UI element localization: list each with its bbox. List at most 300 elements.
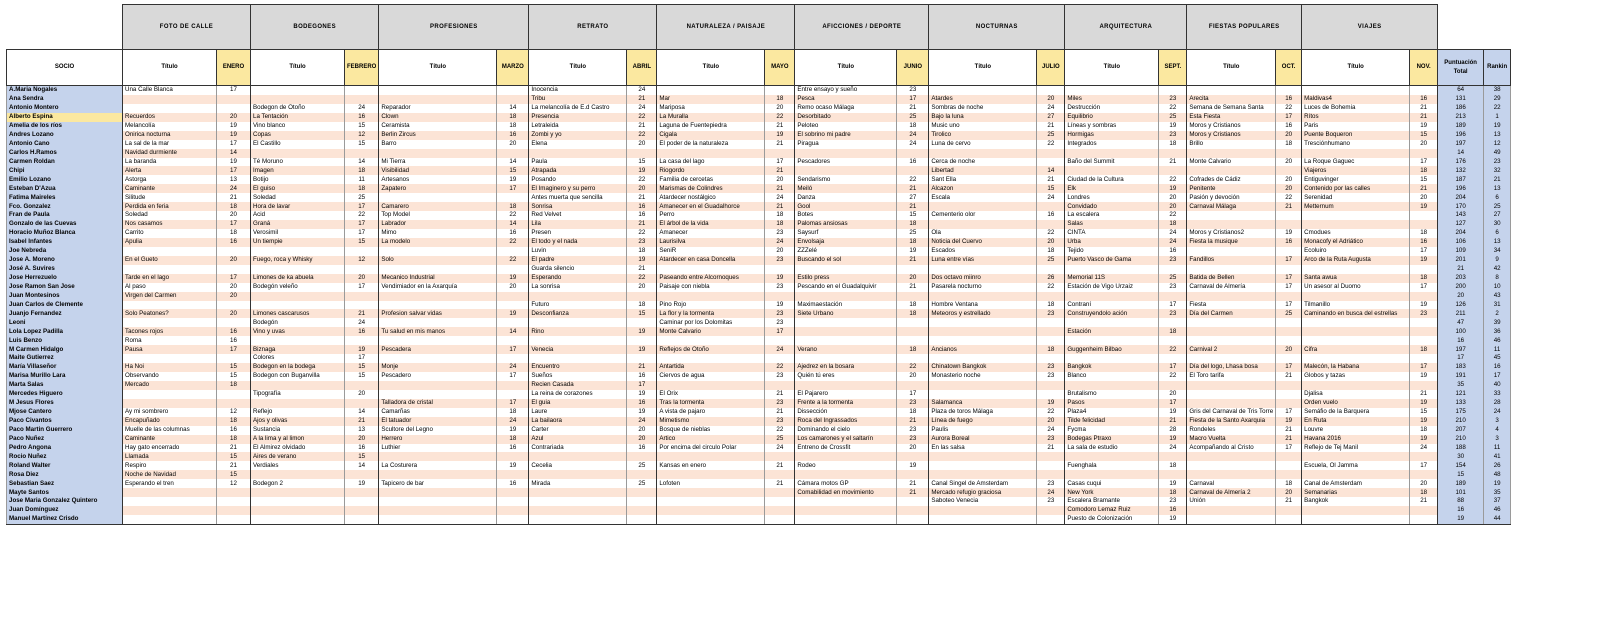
photo-score xyxy=(1276,354,1302,363)
photo-title: Piragua xyxy=(795,140,897,149)
photo-title xyxy=(379,301,497,310)
photo-title: Mar xyxy=(657,95,765,104)
photo-score xyxy=(217,104,251,113)
photo-title: Pasión y devoción xyxy=(1187,193,1276,202)
photo-title xyxy=(1065,265,1159,274)
photo-title: Tirolico xyxy=(929,131,1037,140)
photo-score xyxy=(345,381,379,390)
photo-title xyxy=(1302,336,1410,345)
empty-rank xyxy=(1484,5,1511,50)
photo-title: Casas cuqui xyxy=(1065,479,1159,488)
rank: 33 xyxy=(1484,390,1511,399)
photo-score: 17 xyxy=(1159,363,1187,372)
photo-score: 17 xyxy=(1410,283,1438,292)
column-header-row xyxy=(7,50,1511,86)
photo-title: Monte Calvario xyxy=(657,327,765,336)
photo-score xyxy=(897,292,929,301)
photo-score xyxy=(217,301,251,310)
photo-title: Visibilidad xyxy=(379,166,497,175)
photo-score xyxy=(627,515,657,524)
photo-score xyxy=(1276,390,1302,399)
table-row xyxy=(7,193,1511,202)
table-row xyxy=(7,283,1511,292)
photo-title: Viajeros xyxy=(1302,166,1410,175)
photo-score xyxy=(1276,292,1302,301)
photo-score xyxy=(1159,149,1187,158)
photo-score xyxy=(345,515,379,524)
photo-title: La reina de corazones xyxy=(529,390,627,399)
photo-score: 21 xyxy=(345,309,379,318)
photo-score xyxy=(345,95,379,104)
photo-score: 15 xyxy=(1410,131,1438,140)
category-header: PROFESIONES xyxy=(379,5,529,50)
member-name: Lola Lopez Padilla xyxy=(7,327,123,336)
photo-title xyxy=(795,166,897,175)
photo-score xyxy=(217,488,251,497)
member-name: Isabel Infantes xyxy=(7,238,123,247)
table-row xyxy=(7,408,1511,417)
photo-score: 18 xyxy=(217,417,251,426)
member-name: Antonio Cano xyxy=(7,140,123,149)
photo-score: 12 xyxy=(345,131,379,140)
total-score: 133 xyxy=(1438,399,1484,408)
photo-title xyxy=(1302,452,1410,461)
photo-title: Memorial 11S xyxy=(1065,274,1159,283)
category-header: FIESTAS POPULARES xyxy=(1187,5,1302,50)
total-score: 64 xyxy=(1438,86,1484,95)
photo-score: 18 xyxy=(897,220,929,229)
photo-title: Desconfianza xyxy=(529,309,627,318)
photo-score xyxy=(1037,354,1065,363)
photo-title: Tilde felicidad xyxy=(1065,417,1159,426)
rank: 21 xyxy=(1484,175,1511,184)
photo-title xyxy=(529,354,627,363)
photo-score: 20 xyxy=(897,372,929,381)
photo-score: 23 xyxy=(897,426,929,435)
photo-score: 18 xyxy=(897,345,929,354)
photo-score: 22 xyxy=(1276,193,1302,202)
empty-corner xyxy=(7,5,123,50)
photo-title: Bangkok xyxy=(1065,363,1159,372)
photo-score: 14 xyxy=(497,158,529,167)
photo-score: 20 xyxy=(1159,193,1187,202)
photo-title: Pescando en el Guadalquivir xyxy=(795,283,897,292)
photo-title: Serenidad xyxy=(1302,193,1410,202)
photo-title: Hormigas xyxy=(1065,131,1159,140)
total-score: 132 xyxy=(1438,166,1484,175)
photo-score: 19 xyxy=(627,345,657,354)
table-body xyxy=(7,86,1511,525)
photo-title: Un tiempie xyxy=(251,238,345,247)
photo-title: Palomas ansiosas xyxy=(795,220,897,229)
total-score: 170 xyxy=(1438,202,1484,211)
photo-score: 16 xyxy=(217,426,251,435)
photo-score: 16 xyxy=(1276,238,1302,247)
photo-score: 22 xyxy=(1037,283,1065,292)
table-row xyxy=(7,354,1511,363)
photo-title xyxy=(379,95,497,104)
photo-title: Maximaestación xyxy=(795,301,897,310)
photo-score xyxy=(1276,461,1302,470)
photo-title xyxy=(379,193,497,202)
photo-title: Tribu xyxy=(529,95,627,104)
photo-title xyxy=(1187,452,1276,461)
photo-score xyxy=(1037,506,1065,515)
photo-score xyxy=(897,265,929,274)
table-row xyxy=(7,426,1511,435)
photo-title: Libertad xyxy=(929,166,1037,175)
table-row xyxy=(7,113,1511,122)
member-name: Pedro Angona xyxy=(7,444,123,453)
total-score: 16 xyxy=(1438,506,1484,515)
photo-score: 19 xyxy=(497,309,529,318)
photo-title: Clown xyxy=(379,113,497,122)
photo-score: 17 xyxy=(765,158,795,167)
photo-score: 12 xyxy=(217,479,251,488)
photo-title xyxy=(795,506,897,515)
member-name: Marisa Murillo Lara xyxy=(7,372,123,381)
rank: 22 xyxy=(1484,104,1511,113)
photo-score xyxy=(345,470,379,479)
photo-score: 24 xyxy=(627,417,657,426)
photo-title xyxy=(379,452,497,461)
photo-score: 18 xyxy=(497,122,529,131)
photo-title: Tejido xyxy=(1065,247,1159,256)
photo-title: La modelo xyxy=(379,238,497,247)
photo-score xyxy=(217,318,251,327)
photo-title: Esperando el tren xyxy=(123,479,217,488)
photo-title: Marismas de Colindres xyxy=(657,184,765,193)
photo-score: 16 xyxy=(1159,506,1187,515)
rank: 10 xyxy=(1484,283,1511,292)
photo-score xyxy=(345,86,379,95)
photo-score: 17 xyxy=(1276,444,1302,453)
photo-title xyxy=(1187,390,1276,399)
photo-score: 23 xyxy=(1159,95,1187,104)
photo-title: Havana 2016 xyxy=(1302,435,1410,444)
photo-score: 24 xyxy=(627,86,657,95)
photo-title: Navidad durmiente xyxy=(123,149,217,158)
photo-title: El tatuador xyxy=(379,417,497,426)
photo-title: Escala xyxy=(929,193,1037,202)
photo-title xyxy=(1302,265,1410,274)
photo-title xyxy=(795,381,897,390)
photo-title: Construyendolo ación xyxy=(1065,309,1159,318)
photo-title: Frente a la tormenta xyxy=(795,399,897,408)
photo-score xyxy=(497,497,529,506)
photo-title: Entre ensayo y sueño xyxy=(795,86,897,95)
photo-score: 23 xyxy=(1037,497,1065,506)
photo-score xyxy=(1276,247,1302,256)
photo-score: 21 xyxy=(1410,104,1438,113)
photo-score: 24 xyxy=(345,318,379,327)
table-row xyxy=(7,372,1511,381)
photo-score: 19 xyxy=(627,327,657,336)
photo-score: 23 xyxy=(765,318,795,327)
photo-title: Blanco xyxy=(1065,372,1159,381)
photo-score xyxy=(497,470,529,479)
photo-score: 22 xyxy=(497,211,529,220)
member-name: Esteban D'Azua xyxy=(7,184,123,193)
photo-title xyxy=(379,515,497,524)
photo-score: 25 xyxy=(1037,256,1065,265)
photo-title: Virgen del Carmen xyxy=(123,292,217,301)
photo-score: 17 xyxy=(1410,158,1438,167)
photo-title xyxy=(529,452,627,461)
photo-score: 20 xyxy=(1037,95,1065,104)
member-name: Juanjo Fernandez xyxy=(7,309,123,318)
photo-score: 20 xyxy=(1276,158,1302,167)
photo-score xyxy=(1159,336,1187,345)
photo-title: Brutalismo xyxy=(1065,390,1159,399)
photo-title: Salas xyxy=(1065,220,1159,229)
photo-score xyxy=(1410,220,1438,229)
photo-score: 19 xyxy=(497,426,529,435)
photo-score: 19 xyxy=(345,479,379,488)
photo-title xyxy=(123,247,217,256)
photo-title: Londres xyxy=(1065,193,1159,202)
photo-title: Alcazon xyxy=(929,184,1037,193)
month-header: MAYO xyxy=(765,50,795,86)
photo-title xyxy=(251,506,345,515)
photo-score: 21 xyxy=(765,408,795,417)
photo-title: Hombre Ventana xyxy=(929,301,1037,310)
photo-score xyxy=(497,488,529,497)
total-score: 183 xyxy=(1438,363,1484,372)
photo-score: 21 xyxy=(627,265,657,274)
photo-title: Una Calle Blanca xyxy=(123,86,217,95)
photo-score xyxy=(345,301,379,310)
photo-title xyxy=(123,104,217,113)
photo-title: Onirica nocturna xyxy=(123,131,217,140)
photo-score: 21 xyxy=(765,184,795,193)
photo-title: El Imaginero y su perro xyxy=(529,184,627,193)
photo-title: Paseando entre Alcornoques xyxy=(657,274,765,283)
photo-score: 20 xyxy=(1276,345,1302,354)
photo-title: Cigala xyxy=(657,131,765,140)
rank: 1 xyxy=(1484,113,1511,122)
photo-title: Ola xyxy=(929,229,1037,238)
rank: 32 xyxy=(1484,166,1511,175)
rank: 43 xyxy=(1484,292,1511,301)
month-header: ENERO xyxy=(217,50,251,86)
photo-score: 17 xyxy=(497,345,529,354)
photo-score: 18 xyxy=(1159,220,1187,229)
member-name: Fran de Paula xyxy=(7,211,123,220)
photo-score: 13 xyxy=(217,175,251,184)
photo-score xyxy=(765,381,795,390)
photo-title: Urba xyxy=(1065,238,1159,247)
photo-score: 12 xyxy=(345,256,379,265)
photo-score: 17 xyxy=(497,399,529,408)
photo-title: Music uno xyxy=(929,122,1037,131)
rank: 24 xyxy=(1484,408,1511,417)
photo-score: 24 xyxy=(897,131,929,140)
photo-title: Cecelia xyxy=(529,461,627,470)
photo-score: 22 xyxy=(627,229,657,238)
photo-score: 23 xyxy=(765,229,795,238)
photo-title: Peloteo xyxy=(795,122,897,131)
photo-title xyxy=(657,506,765,515)
table-row xyxy=(7,336,1511,345)
photo-score xyxy=(497,515,529,524)
table-row xyxy=(7,140,1511,149)
photo-score xyxy=(897,452,929,461)
total-score: 109 xyxy=(1438,247,1484,256)
photo-title xyxy=(929,354,1037,363)
table-row xyxy=(7,417,1511,426)
photo-score: 18 xyxy=(1037,247,1065,256)
rank: 9 xyxy=(1484,256,1511,265)
photo-score: 21 xyxy=(1410,497,1438,506)
total-score: 188 xyxy=(1438,444,1484,453)
photo-score: 18 xyxy=(1037,301,1065,310)
photo-title: Esta Fiesta xyxy=(1187,113,1276,122)
photo-score xyxy=(897,354,929,363)
total-score: 189 xyxy=(1438,122,1484,131)
photo-title: Botes xyxy=(795,211,897,220)
photo-title: Estación de Vigo Urzaiz xyxy=(1065,283,1159,292)
photo-title: Saboteo Venecia xyxy=(929,497,1037,506)
titulo-header: Título xyxy=(1065,50,1159,86)
photo-title: Tras la tormenta xyxy=(657,399,765,408)
photo-title xyxy=(657,488,765,497)
total-score: 176 xyxy=(1438,158,1484,167)
photo-score xyxy=(1159,381,1187,390)
photo-title: Botijo xyxy=(251,175,345,184)
photo-score: 18 xyxy=(217,229,251,238)
photo-score: 18 xyxy=(217,435,251,444)
empty-total xyxy=(1438,5,1484,50)
photo-score: 22 xyxy=(1276,104,1302,113)
table-row xyxy=(7,488,1511,497)
photo-title: Bodegas Ptraxo xyxy=(1065,435,1159,444)
photo-title xyxy=(1065,292,1159,301)
photo-title: Ay mi sombrero xyxy=(123,408,217,417)
photo-score: 18 xyxy=(627,301,657,310)
table-row xyxy=(7,166,1511,175)
photo-score: 21 xyxy=(765,479,795,488)
photo-score: 18 xyxy=(497,408,529,417)
photo-score xyxy=(1159,452,1187,461)
photo-title: SeniR xyxy=(657,247,765,256)
photo-score xyxy=(627,452,657,461)
photo-score: 19 xyxy=(1159,122,1187,131)
photo-score: 20 xyxy=(1276,488,1302,497)
table-row xyxy=(7,229,1511,238)
photo-title: Bodegón veleño xyxy=(251,283,345,292)
photo-title xyxy=(123,506,217,515)
photo-title: La Costurera xyxy=(379,461,497,470)
photo-score: 21 xyxy=(765,140,795,149)
member-name: Luis Benzo xyxy=(7,336,123,345)
month-header: JUNIO xyxy=(897,50,929,86)
photo-title: Berlin Zircus xyxy=(379,131,497,140)
photo-score: 14 xyxy=(345,461,379,470)
rank: 45 xyxy=(1484,354,1511,363)
photo-score: 17 xyxy=(1410,363,1438,372)
photo-title: Arecita xyxy=(1187,95,1276,104)
photo-title: La bailaora xyxy=(529,417,627,426)
photo-score xyxy=(497,193,529,202)
photo-title: Esperando xyxy=(529,274,627,283)
photo-score: 17 xyxy=(1410,247,1438,256)
member-name: Carmen Roldan xyxy=(7,158,123,167)
photo-title xyxy=(123,390,217,399)
photo-score xyxy=(1410,506,1438,515)
photo-title xyxy=(123,354,217,363)
photo-title xyxy=(795,149,897,158)
photo-score: 17 xyxy=(1276,256,1302,265)
photo-score xyxy=(765,86,795,95)
member-name: Ana Sendra xyxy=(7,95,123,104)
photo-title: El padre xyxy=(529,256,627,265)
photo-title: Día del Carmen xyxy=(1187,309,1276,318)
photo-title: La Roque Gaguec xyxy=(1302,158,1410,167)
photo-score xyxy=(897,515,929,524)
total-score: 35 xyxy=(1438,381,1484,390)
photo-score: 21 xyxy=(897,479,929,488)
photo-score: 20 xyxy=(765,247,795,256)
photo-score xyxy=(1276,336,1302,345)
photo-score xyxy=(345,506,379,515)
photo-score xyxy=(627,336,657,345)
photo-title: El Pajarero xyxy=(795,390,897,399)
photo-score xyxy=(627,488,657,497)
rank: 31 xyxy=(1484,301,1511,310)
photo-score: 19 xyxy=(765,301,795,310)
photo-title: Ciudad de la Cultura xyxy=(1065,175,1159,184)
photo-title: Equilibrio xyxy=(1065,113,1159,122)
photo-title: Venecia xyxy=(529,345,627,354)
photo-score: 21 xyxy=(1037,122,1065,131)
photo-score xyxy=(765,292,795,301)
photo-score: 15 xyxy=(1410,408,1438,417)
photo-title: Gris del Carnaval de Tris Torre xyxy=(1187,408,1276,417)
total-score: 15 xyxy=(1438,470,1484,479)
photo-title: Futuro xyxy=(529,301,627,310)
photo-score: 17 xyxy=(345,354,379,363)
photo-score: 25 xyxy=(765,435,795,444)
photo-score: 20 xyxy=(1037,238,1065,247)
member-name: Mercedes Higuero xyxy=(7,390,123,399)
photo-title xyxy=(1187,515,1276,524)
photo-score: 20 xyxy=(627,435,657,444)
photo-score: 21 xyxy=(627,122,657,131)
photo-title: Bodegon 2 xyxy=(251,479,345,488)
total-score: 187 xyxy=(1438,175,1484,184)
photo-title: Caminante xyxy=(123,435,217,444)
photo-score: 22 xyxy=(765,113,795,122)
photo-score: 21 xyxy=(897,488,929,497)
photo-score: 17 xyxy=(1276,301,1302,310)
photo-score xyxy=(217,95,251,104)
table-row xyxy=(7,265,1511,274)
photo-score: 18 xyxy=(1410,488,1438,497)
photo-score: 21 xyxy=(1037,175,1065,184)
photo-title: Fiesta la musique xyxy=(1187,238,1276,247)
photo-score: 16 xyxy=(345,444,379,453)
photo-title: El poder de la naturaleza xyxy=(657,140,765,149)
photo-title xyxy=(123,265,217,274)
photo-score xyxy=(497,301,529,310)
photo-score: 21 xyxy=(765,122,795,131)
rank: 35 xyxy=(1484,488,1511,497)
photo-score: 22 xyxy=(1159,211,1187,220)
photo-score xyxy=(1410,265,1438,274)
photo-score xyxy=(1159,86,1187,95)
photo-title: Silitude xyxy=(123,193,217,202)
